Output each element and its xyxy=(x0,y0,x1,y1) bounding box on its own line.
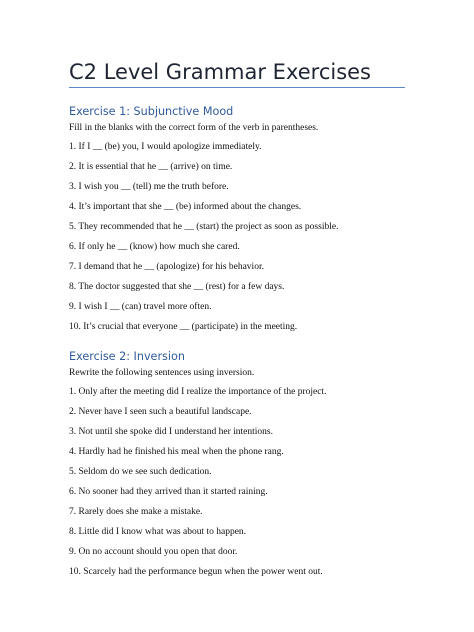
exercise-2-list xyxy=(69,386,449,578)
exercise-1-item: 7. I demand that he __ (apologize) for his behavior. xyxy=(69,262,264,272)
title-underline xyxy=(69,87,405,88)
exercise-1-heading: Exercise 1: Subjunctive Mood xyxy=(69,105,234,118)
document-title: C2 Level Grammar Exercises xyxy=(69,60,371,84)
exercise-2-item: 2. Never have I seen such a beautiful landscape. xyxy=(69,407,252,417)
exercise-1-item: 6. If only he __ (know) how much she cared. xyxy=(69,242,240,252)
exercise-1-item: 9. I wish I __ (can) travel more often. xyxy=(69,302,212,312)
exercise-2-section xyxy=(69,349,449,578)
exercise-2-item: 9. On no account should you open that door. xyxy=(69,547,238,557)
exercise-2-instruction: Rewrite the following sentences using inversion. xyxy=(69,368,255,378)
exercise-1-instruction: Fill in the blanks with the correct form of the verb in parentheses. xyxy=(69,123,319,133)
exercise-1-section xyxy=(69,104,449,333)
exercise-2-item: 7. Rarely does she make a mistake. xyxy=(69,507,203,517)
exercise-1-list xyxy=(69,141,449,333)
exercise-2-item: 10. Scarcely had the performance begun when the power went out. xyxy=(69,567,323,577)
exercise-2-item: 4. Hardly had he finished his meal when the phone rang. xyxy=(69,447,284,457)
exercise-1-item: 10. It’s crucial that everyone __ (participate) in the meeting. xyxy=(69,322,298,332)
exercise-1-item: 1. If I __ (be) you, I would apologize immediately. xyxy=(69,142,262,152)
exercise-2-heading: Exercise 2: Inversion xyxy=(69,350,185,363)
exercise-1-item: 3. I wish you __ (tell) me the truth before. xyxy=(69,182,229,192)
exercise-2-item: 6. No sooner had they arrived than it started raining. xyxy=(69,487,268,497)
exercise-2-item: 3. Not until she spoke did I understand her intentions. xyxy=(69,427,273,437)
exercise-2-item: 5. Seldom do we see such dedication. xyxy=(69,467,212,477)
exercise-1-item: 2. It is essential that he __ (arrive) on time. xyxy=(69,162,233,172)
exercise-1-item: 4. It’s important that she __ (be) informed about the changes. xyxy=(69,202,302,212)
exercise-2-item: 1. Only after the meeting did I realize the importance of the project. xyxy=(69,387,327,397)
exercise-2-item: 8. Little did I know what was about to happen. xyxy=(69,527,247,537)
exercise-1-item: 8. The doctor suggested that she __ (rest) for a few days. xyxy=(69,282,285,292)
exercise-1-item: 5. They recommended that he __ (start) the project as soon as possible. xyxy=(69,222,339,232)
